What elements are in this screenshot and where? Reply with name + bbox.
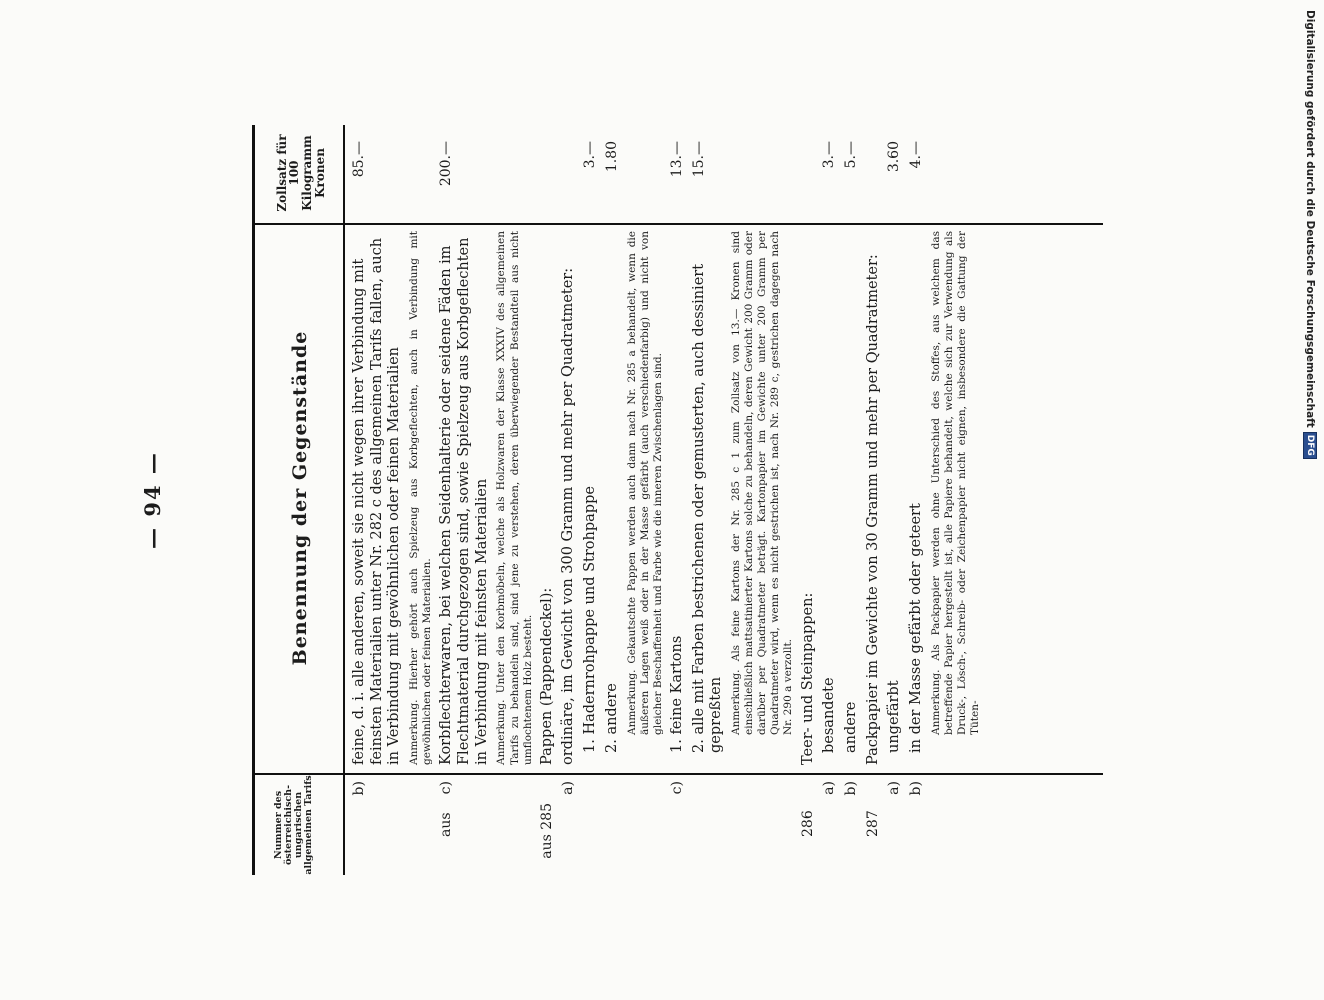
annotation-note: Anmerkung. Als feine Kartons der Nr. 285 c 1 zum Zollsatz von 13.— Kronen sind einschließlich mattsatinierter Kartons solche zu behandeln, deren Gewicht 200 Gramm oder darüber per Quadratmeter beträgt. Kartonpapier im Gewichte unter 200 Gramm per Quadratmeter wird, wenn es nicht gestrichen ist, nach Nr. 289 c, gestrichen dagegen nach Nr. 290 a verzollt. <box>729 231 795 735</box>
header-rate: Zollsatz für 100 Kilogramm Kronen <box>274 134 327 212</box>
table-row <box>908 125 926 875</box>
item-description: besandete <box>821 677 838 753</box>
table-body <box>351 125 986 875</box>
tariff-number-cell <box>351 771 367 875</box>
tariff-number-cell <box>908 771 924 875</box>
table-row <box>626 125 665 875</box>
tariff-number-cell <box>669 771 685 875</box>
table-row <box>691 125 726 875</box>
tariff-letter: c) <box>438 781 455 795</box>
tariff-number-cell <box>408 771 424 875</box>
tariff-number: aus 285 <box>538 803 555 859</box>
header-divider <box>343 125 345 875</box>
tariff-number-cell <box>821 771 837 875</box>
tariff-number-cell <box>495 771 511 875</box>
tariff-number-cell <box>438 771 454 875</box>
duty-rate: 3.— <box>582 141 599 169</box>
tariff-number: 287 <box>864 810 881 837</box>
tariff-number-cell <box>582 771 598 875</box>
row-gap <box>982 125 986 875</box>
tariff-table <box>252 125 1103 875</box>
table-row <box>886 125 904 875</box>
annotation-note: Anmerkung. Als Packpapier werden ohne Unterschied des Stoffes, aus welchem das betreffende Papier hergestellt ist, alle Papiere behandelt, welche sich zur Verwendung als Druck-, Lösch-, Schreib- oder Zeichenpapier nicht eignen, insbesondere die Gattung der Tüten- <box>929 231 982 735</box>
annotation-note: Anmerkung. Hierher gehört auch Spielzeug aus Korbgeflechten, auch in Verbindung mit gewöhnlichen oder feinen Materialien. <box>408 231 434 765</box>
table-row <box>865 125 883 875</box>
table-row <box>560 125 578 875</box>
table-row <box>582 125 600 875</box>
dfg-logo: DFG <box>1303 432 1317 459</box>
tariff-number-cell <box>843 771 859 875</box>
tariff-number: aus <box>438 812 455 837</box>
tariff-number-cell <box>886 771 902 875</box>
duty-rate: 85.— <box>351 141 367 178</box>
table-row <box>843 125 861 875</box>
annotation-note: Anmerkung. Gekautschte Pappen werden auch dann nach Nr. 285 a behandelt, wenn die äußeren Lagen weiß oder in der Masse gefärbt (auch verschiedenfarbig) und nicht von gleicher Beschaffenheit und Farbe wie die inneren Zwischenlagen sind. <box>625 231 664 735</box>
duty-rate: 1.80 <box>603 141 620 173</box>
table-row <box>821 125 839 875</box>
item-description: feine, d. i. alle anderen, soweit sie nicht wegen ihrer Verbindung mit feinsten Materialien unter Nr. 282 c des allgemeinen Tarifs fallen, auch in Verbindung mit gewöhnlichen oder feinen Materialien <box>351 237 403 765</box>
tariff-number-cell <box>626 771 642 875</box>
table-row <box>730 125 796 875</box>
table-row <box>604 125 622 875</box>
digitization-credit <box>1302 10 1318 456</box>
tariff-number-cell <box>604 771 620 875</box>
page-number: — 94 — <box>140 451 165 549</box>
credit-text: Digitalisierung gefördert durch die Deutsche Forschungsgemeinschaft <box>1304 10 1316 428</box>
rotated-page <box>140 125 1100 875</box>
table-row <box>351 125 404 875</box>
tariff-number-cell <box>730 771 746 875</box>
tariff-letter: b) <box>351 781 367 796</box>
item-description: 1. Hadernrohpappe und Strohpappe <box>582 486 599 753</box>
item-description: ordinäre, im Gewicht von 300 Gramm und mehr per Quadratmeter: <box>560 267 577 765</box>
item-description: Pappen (Pappendeckel): <box>538 587 555 765</box>
table-row <box>495 125 534 875</box>
table-row <box>438 125 491 875</box>
table-row <box>408 125 434 875</box>
item-description: 1. feine Kartons <box>668 635 685 753</box>
item-description: 2. andere <box>603 683 620 753</box>
tariff-letter: c) <box>668 781 685 795</box>
table-row <box>669 125 687 875</box>
header-number: Nummer des österreichisch-ungarischen allgemeinen Tarifs <box>273 775 314 875</box>
item-description: ungefärbt <box>886 680 903 753</box>
duty-rate: 4.— <box>908 141 924 169</box>
item-description: andere <box>842 701 859 753</box>
tariff-number-cell <box>560 771 576 875</box>
tariff-number-cell <box>539 771 555 875</box>
tariff-number-cell <box>930 771 946 875</box>
item-description: 2. alle mit Farben bestrichenen oder gemusterten, auch dessiniert gepreßten <box>690 263 725 753</box>
table-row <box>539 125 557 875</box>
tariff-letter: b) <box>908 781 924 796</box>
duty-rate: 3.— <box>821 141 838 169</box>
item-description: Teer- und Steinpappen: <box>799 592 816 765</box>
tariff-number-cell <box>865 771 881 875</box>
duty-rate: 3.60 <box>886 141 903 173</box>
duty-rate: 5.— <box>842 141 859 169</box>
tariff-letter: a) <box>560 781 577 795</box>
tariff-letter: a) <box>886 781 903 795</box>
table-row <box>800 125 818 875</box>
tariff-letter: a) <box>821 781 838 795</box>
tariff-letter: b) <box>842 781 859 796</box>
item-description: Korbflechterwaren, bei welchen Seidenhalterie oder seidene Fäden im Flechtmaterial durchgezogen sind, sowie Spielzeug aus Korbgeflechten in Verbindung mit feinsten Materialien <box>438 237 490 765</box>
item-description: in der Masse gefärbt oder geteert <box>908 503 924 753</box>
tariff-number: 286 <box>799 810 816 837</box>
header-description: Benennung der Gegenstände <box>289 330 312 666</box>
table-row <box>930 125 983 875</box>
duty-rate: 200.— <box>438 141 455 187</box>
tariff-number-cell <box>800 771 816 875</box>
duty-rate: 15.— <box>690 141 707 178</box>
annotation-note: Anmerkung. Unter den Korbmöbeln, welche als Holzwaren der Klasse XXXIV des allgemeinen Tarifs zu behandeln sind, sind jene zu verstehen, deren überwiegender Bestandteil aus nicht umflochtenem Holz besteht. <box>495 231 534 765</box>
tariff-number-cell <box>691 771 707 875</box>
item-description: Packpapier im Gewichte von 30 Gramm und mehr per Quadratmeter: <box>864 254 881 765</box>
duty-rate: 13.— <box>668 141 685 178</box>
